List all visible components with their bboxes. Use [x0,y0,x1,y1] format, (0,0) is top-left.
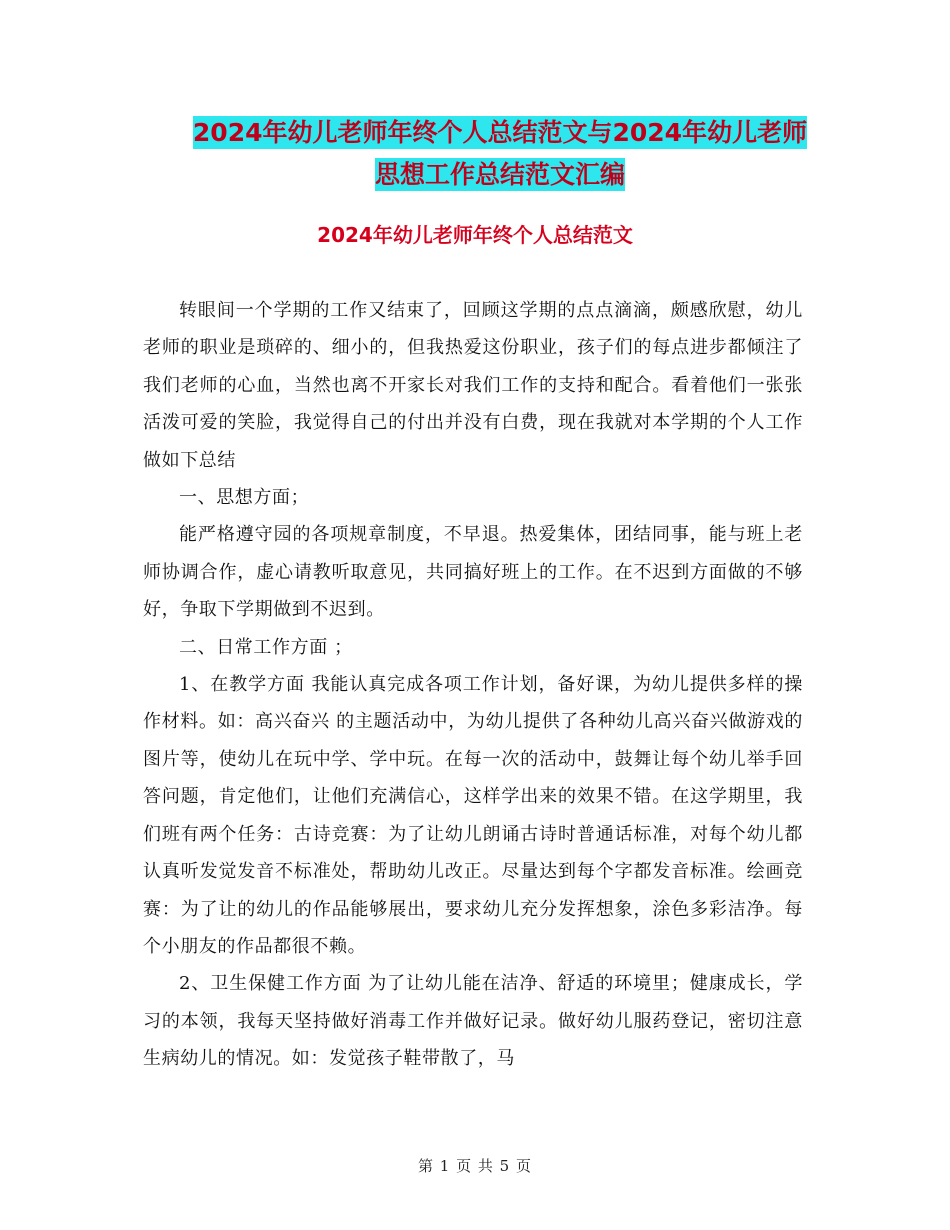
section-title: 2024年幼儿老师年终个人总结范文 [317,223,633,247]
paragraph-teaching: 1、在教学方面 我能认真完成各项工作计划，备好课，为幼儿提供多样的操作材料。如：高兴奋兴 的主题活动中，为幼儿提供了各种幼儿高兴奋兴做游戏的图片等，使幼儿在玩中学、学中玩。在每一次的活动中，鼓舞让每个幼儿举手回答问题，肯定他们，让他们充满信心，这样学出来的效果不错。在这学期里，我们班有两个任务：古诗竞赛：为了让幼儿朗诵古诗时普通话标准，对每个幼儿都认真听发觉发音不标准处，帮助幼儿改正。尽量达到每个字都发音标准。绘画竞赛：为了让的幼儿的作品能够展出，要求幼儿充分发挥想象，涂色多彩洁净。每个小朋友的作品都很不赖。 [143,674,803,957]
heading-daily-work: 二、日常工作方面 ； [179,636,353,658]
paragraph-health-care: 2、卫生保健工作方面 为了让幼儿能在洁净、舒适的环境里；健康成长，学习的本领，我每天坚持做好消毒工作并做好记录。做好幼儿服药登记，密切注意生病幼儿的情况。如：发觉孩子鞋带散了，马 [143,973,803,1070]
paragraph-intro: 转眼间一个学期的工作又结束了，回顾这学期的点点滴滴，颇感欣慰，幼儿老师的职业是琐碎的、细小的，但我热爱这份职业，孩子们的每点进步都倾注了我们老师的心血，当然也离不开家长对我们工作的支持和配合。看着他们一张张活泼可爱的笑脸，我觉得自己的付出并没有白费，现在我就对本学期的个人工作做如下总结 [143,300,803,471]
document-title-line-2: 思想工作总结范文汇编 [374,160,625,189]
document-title-line-1: 2024年幼儿老师年终个人总结范文与2024年幼儿老师 [192,118,808,147]
document-title [100,112,900,196]
heading-ideology: 一、思想方面； [179,487,310,509]
page-footer: 第 1 页 共 5 页 [418,1157,532,1175]
document-body [143,292,803,1078]
paragraph-ideology: 能严格遵守园的各项规章制度，不早退。热爱集体，团结同事，能与班上老师协调合作，虚心请教听取意见，共同搞好班上的工作。在不迟到方面做的不够好，争取下学期做到不迟到。 [143,524,803,621]
